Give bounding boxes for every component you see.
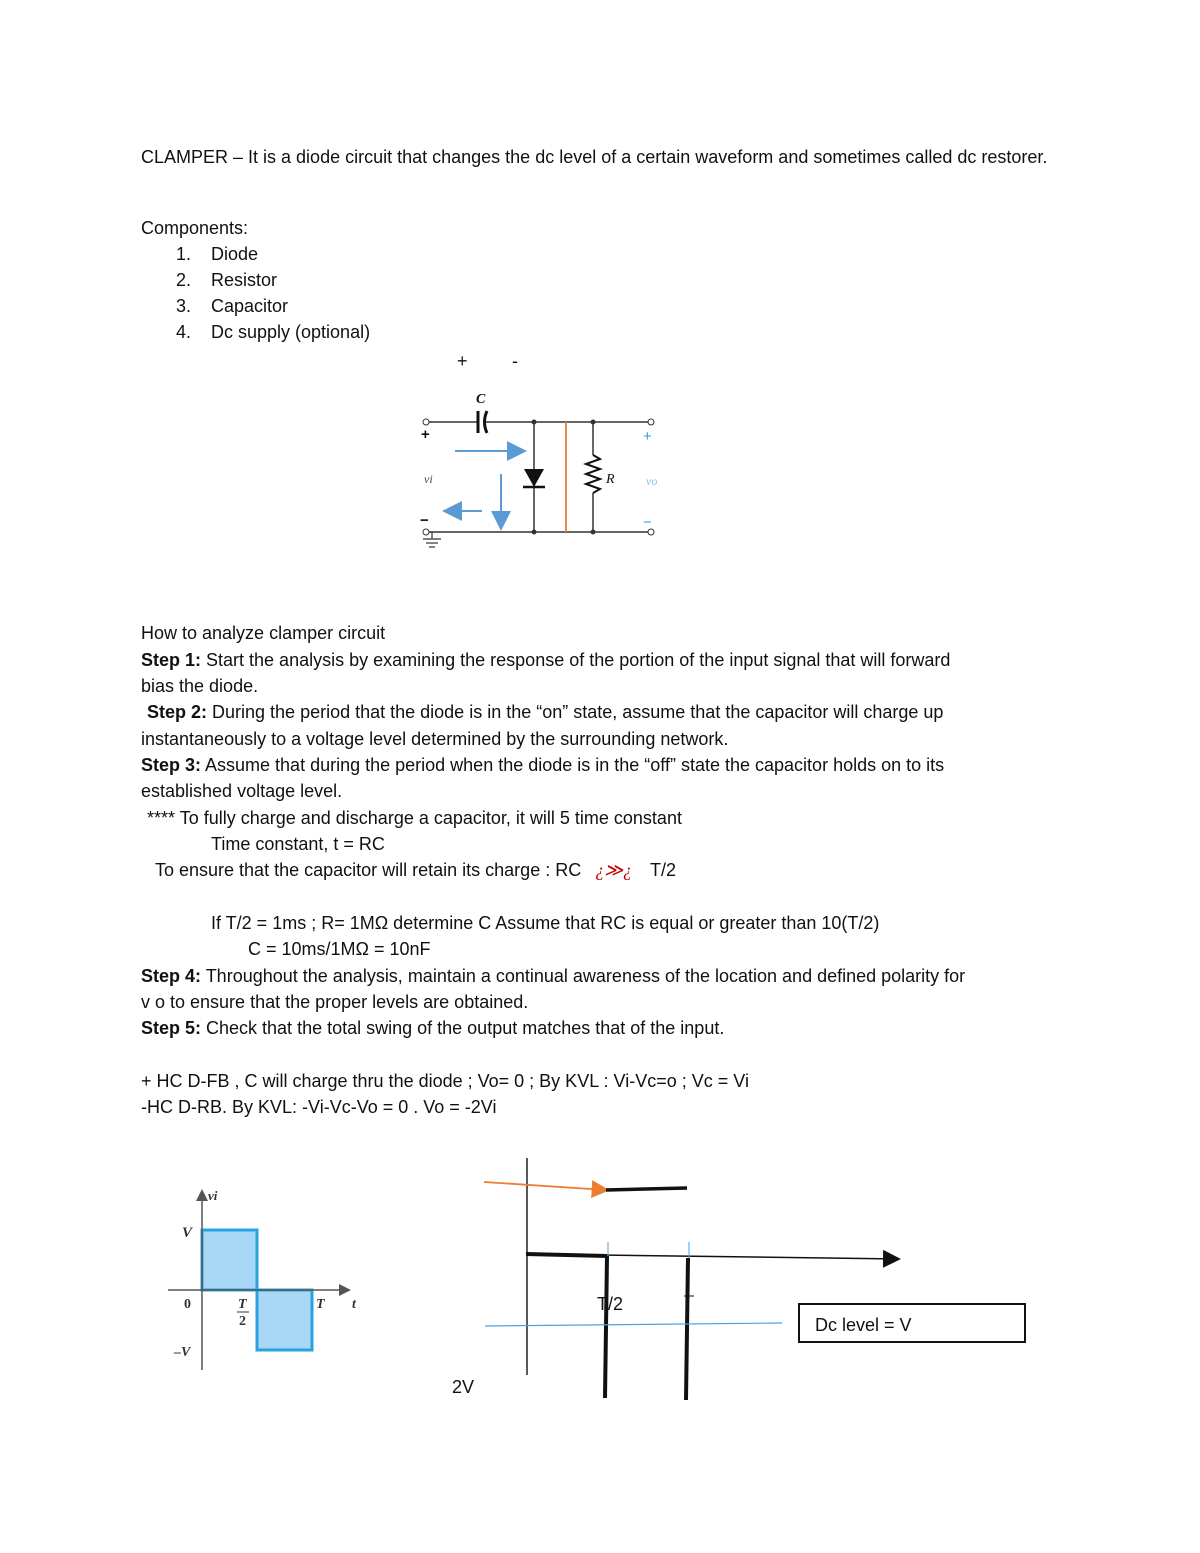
half-period-denominator: 2	[239, 1314, 246, 1329]
negative-half-cycle-note: -HC D-RB. By KVL: -Vi-Vc-Vo = 0 . Vo = -2Vi	[141, 1097, 497, 1117]
dc-level-line	[485, 1323, 782, 1326]
step4-line: Step 4: Throughout the analysis, maintain a continual awareness of the location and defined polarity for	[141, 966, 966, 986]
vi-axis-label: vi	[208, 1188, 218, 1203]
much-greater-symbol: ¿≫¿	[595, 860, 633, 880]
list-item: 2. Resistor	[176, 270, 278, 290]
output-plus-label: +	[643, 428, 652, 445]
negative-half-pulse	[257, 1290, 312, 1350]
example-result: C = 10ms/1MΩ = 10nF	[248, 939, 431, 959]
step3-continuation: established voltage level.	[141, 781, 343, 801]
resistor-label: R	[606, 472, 615, 487]
components-list	[176, 241, 370, 345]
resistor-icon	[586, 455, 600, 493]
positive-half-pulse	[202, 1230, 257, 1290]
v-level-label: V	[182, 1225, 193, 1241]
input-square-wave	[160, 1180, 375, 1380]
orange-arrow	[484, 1182, 606, 1190]
input-plus-label: +	[421, 426, 430, 443]
analysis-heading: How to analyze clamper circuit	[141, 623, 386, 643]
half-period-numerator: T	[238, 1297, 247, 1312]
output-minus-label: −	[643, 514, 652, 531]
thick-top-segment	[606, 1188, 687, 1190]
capacitor-label: C	[476, 392, 486, 407]
dc-level-text: Dc level = V	[815, 1315, 912, 1335]
time-constant-formula: Time constant, t = RC	[211, 834, 385, 854]
step4-continuation: v o to ensure that the proper levels are obtained.	[141, 992, 529, 1012]
components-title: Components:	[141, 218, 249, 238]
t-half-label: T/2	[597, 1294, 624, 1314]
example-given: If T/2 = 1ms ; R= 1MΩ determine C Assume that RC is equal or greater than 10(T/2)	[211, 913, 880, 933]
step1-continuation: bias the diode.	[141, 676, 259, 696]
diode-icon	[524, 469, 544, 487]
clamper-circuit-diagram	[410, 385, 680, 555]
list-item: 1. Diode	[176, 244, 259, 264]
dc-level-box	[798, 1303, 1026, 1343]
input-terminal-bottom	[423, 529, 429, 535]
thick-drop-line	[605, 1256, 607, 1398]
cap-plus-label: +	[457, 351, 468, 371]
input-minus-label: −	[420, 512, 429, 529]
step2-line: Step 2: During the period that the diode is in the “on” state, assume that the capacitor will charge up	[147, 702, 944, 722]
output-waveform-sketch	[440, 1150, 920, 1410]
neg-v-level-label: –V	[174, 1345, 191, 1360]
retain-charge-line: To ensure that the capacitor will retain its charge : RC ¿≫¿ T/2	[155, 860, 677, 880]
input-terminal-top	[423, 419, 429, 425]
t-axis-label: t	[352, 1297, 356, 1312]
vi-label: vi	[424, 472, 433, 486]
step3-line: Step 3: Assume that during the period when the diode is in the “off” state the capacitor holds on to its	[141, 755, 945, 775]
positive-half-cycle-note: + HC D-FB , C will charge thru the diode ; Vo= 0 ; By KVL : Vi-Vc=o ; Vc = Vi	[141, 1071, 749, 1091]
list-item: 3. Capacitor	[176, 296, 289, 316]
output-terminal-top	[648, 419, 654, 425]
note-time-constant: **** To fully charge and discharge a capacitor, it will 5 time constant	[147, 808, 682, 828]
list-item: 4. Dc supply (optional)	[176, 322, 371, 342]
period-label: T	[316, 1297, 325, 1312]
cap-minus-label: -	[512, 351, 518, 371]
intro-paragraph: CLAMPER – It is a diode circuit that changes the dc level of a certain waveform and sometimes called dc restorer.	[141, 147, 1048, 167]
thick-level-segment	[526, 1254, 607, 1256]
vo-label: vo	[646, 474, 658, 488]
step5-line: Step 5: Check that the total swing of the output matches that of the input.	[141, 1018, 725, 1038]
step1-line: Step 1: Start the analysis by examining the response of the portion of the input signal that will forward	[141, 650, 951, 670]
thick-drop-line	[686, 1258, 688, 1400]
origin-label: 0	[184, 1297, 191, 1312]
two-v-label: 2V	[452, 1377, 475, 1397]
step2-continuation: instantaneously to a voltage level determined by the surrounding network.	[141, 729, 729, 749]
